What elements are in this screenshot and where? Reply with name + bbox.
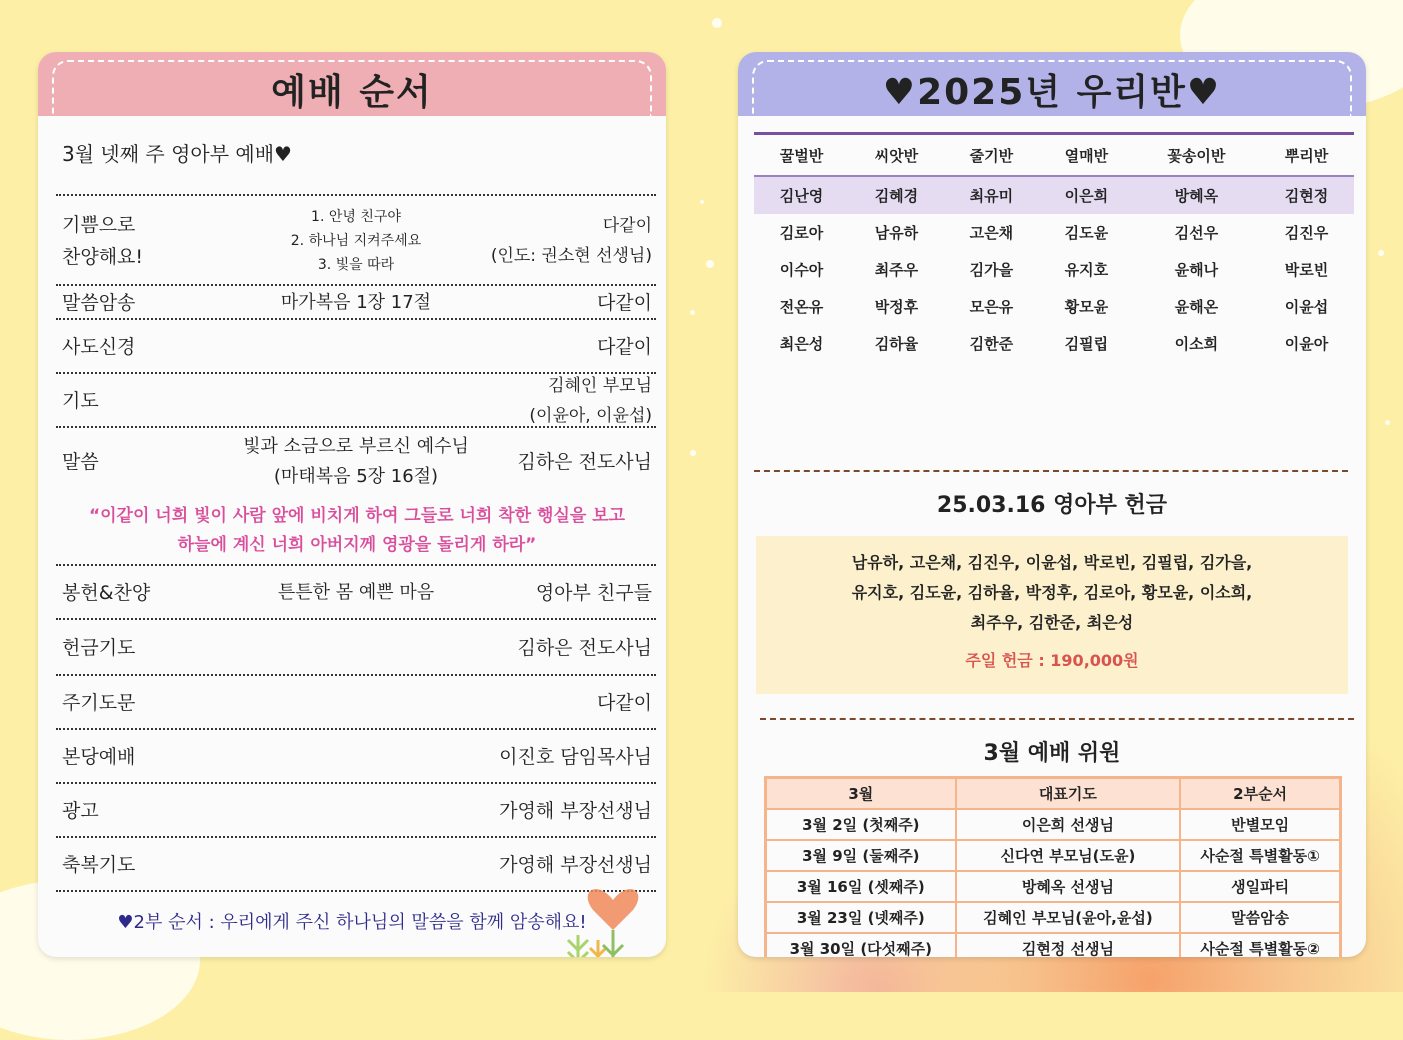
order-content: 마가복음 1장 17절 [280,292,432,313]
offering-names: 남유하, 고은채, 김진우, 이윤섭, 박로빈, 김필립, 김가을, 유지호, 김도윤, 김하율, 박정후, 김로아, 황모윤, 이소희, 최주우, 김한준, 최은성 [851,553,1253,632]
class-member: 김난영 [754,176,849,214]
class-info-panel [738,52,1366,957]
order-content: 빛과 소금으로 부르신 예수님 (마태복음 5장 16절) [243,436,469,487]
duty-table [764,776,1342,957]
duty-cell: 반별모임 [1180,809,1340,840]
order-label: 기도 [62,390,99,412]
worship-order-title: 예배 순서 [271,72,433,113]
sparkle-dot [1378,250,1384,256]
class-header: 꽃송이반 [1134,134,1259,177]
duty-cell: 이은희 선생님 [956,809,1181,840]
class-row [754,325,1354,362]
class-member: 박정후 [874,298,919,316]
class-row [754,176,1354,214]
duty-cell: 3월 2일 (첫째주) [766,809,956,840]
order-row [56,782,656,838]
duty-header: 3월 [766,778,956,810]
duty-cell: 3월 30일 (다섯째주) [766,933,956,957]
sparkle-dot [706,260,714,268]
duty-cell: 방혜옥 선생님 [956,871,1181,902]
class-member: 윤해온 [1174,298,1219,316]
class-row [754,251,1354,288]
order-row [56,426,656,496]
class-header: 뿌리반 [1259,134,1354,177]
order-label: 헌금기도 [62,637,136,659]
order-row [56,372,656,428]
class-member: 방혜옥 [1134,176,1259,214]
class-member: 최유미 [944,176,1039,214]
class-roster-table [754,132,1354,362]
order-row [56,318,656,374]
duty-cell: 3월 9일 (둘째주) [766,840,956,871]
service-subtitle: 3월 넷째 주 영아부 예배♥ [62,142,292,166]
class-member: 이윤아 [1284,335,1329,353]
offering-title: 25.03.16 영아부 헌금 [936,493,1168,518]
duty-cell: 사순절 특별활동② [1180,933,1340,957]
order-row [56,194,656,286]
duty-row [766,809,1341,840]
class-row [754,214,1354,251]
class-member: 김혜경 [849,176,944,214]
order-leader: 다같이 (인도: 권소현 선생님) [490,216,652,266]
order-leader: 김하은 전도사님 [517,637,652,659]
heart-sprout-icon [558,860,666,957]
order-label: 기쁨으로 찬양해요! [62,214,144,268]
class-row [754,288,1354,325]
sparkle-dot [700,200,704,204]
offering-total: 주일 헌금 : 190,000원 [965,651,1139,670]
class-member: 김도윤 [1064,224,1109,242]
order-label: 본당예배 [62,746,136,768]
duty-cell: 3월 16일 (셋째주) [766,871,956,902]
class-member: 최은성 [779,335,824,353]
divider [760,718,1354,720]
class-info-header [738,52,1366,116]
duty-row [766,871,1341,902]
class-member: 황모윤 [1064,298,1109,316]
duty-title: 3월 예배 위원 [983,741,1121,766]
class-member: 김필립 [1064,335,1109,353]
class-header: 열매반 [1039,134,1134,177]
class-member: 김한준 [969,335,1014,353]
duty-cell: 말씀암송 [1180,902,1340,933]
class-header: 꿀벌반 [754,134,849,177]
order-leader: 다같이 [596,692,652,714]
order-leader: 김혜인 부모님 (이윤아, 이윤섭) [529,376,652,426]
class-member: 김선우 [1174,224,1219,242]
order-row [56,564,656,620]
order-content: 1. 안녕 친구야 2. 하나님 지켜주세요 3. 빛을 따라 [290,209,422,273]
duty-cell: 신다연 부모님(도윤) [956,840,1181,871]
order-leader: 가영해 부장선생님 [499,854,652,876]
class-member: 김가을 [969,261,1014,279]
order-leader: 영아부 친구들 [535,582,652,604]
order-row [56,728,656,784]
order-label: 축복기도 [62,854,136,876]
order-row [56,618,656,676]
divider [754,470,1348,472]
class-member: 남유하 [874,224,919,242]
duty-cell: 사순절 특별활동① [1180,840,1340,871]
order-leader: 김하은 전도사님 [517,451,652,473]
order-label: 주기도문 [62,692,136,714]
class-info-title: ♥2025년 우리반♥ [882,72,1222,113]
order-row [56,674,656,730]
duty-row [766,933,1341,957]
class-member: 이소희 [1174,335,1219,353]
class-member: 이수아 [779,261,824,279]
duty-cell: 김혜인 부모님(윤아,윤섭) [956,902,1181,933]
order-leader: 다같이 [596,336,652,358]
class-member: 전온유 [779,298,824,316]
order-leader: 다같이 [596,292,652,314]
order-label: 사도신경 [62,336,136,358]
order-content: 튼튼한 몸 예쁜 마음 [277,582,435,603]
class-member: 박로빈 [1284,261,1329,279]
order-leader: 가영해 부장선생님 [499,800,652,822]
class-member: 김하율 [874,335,919,353]
class-member: 이은희 [1039,176,1134,214]
sparkle-dot [712,18,722,28]
order-label: 광고 [62,800,99,822]
class-header: 씨앗반 [849,134,944,177]
bible-verse: “이같이 너희 빛이 사람 앞에 비치게 하여 그들로 너희 착한 행실을 보고 하늘에 계신 너희 아버지께 영광을 돌리게 하라” [88,506,626,555]
duty-cell: 생일파티 [1180,871,1340,902]
order-leader: 이진호 담임목사님 [499,746,652,768]
class-member: 유지호 [1064,261,1109,279]
second-part-note: ♥2부 순서 : 우리에게 주신 하나님의 말씀을 함께 암송해요! [117,912,587,933]
duty-row [766,840,1341,871]
class-member: 고은채 [969,224,1014,242]
duty-cell: 김현정 선생님 [956,933,1181,957]
offering-box [756,536,1348,694]
duty-header: 대표기도 [956,778,1181,810]
duty-row [766,902,1341,933]
class-member: 김로아 [779,224,824,242]
class-member: 최주우 [874,261,919,279]
worship-order-header [38,52,666,116]
duty-header: 2부순서 [1180,778,1340,810]
order-row [56,284,656,320]
class-member: 김현정 [1259,176,1354,214]
duty-cell: 3월 23일 (넷째주) [766,902,956,933]
order-label: 말씀 [62,451,99,473]
class-member: 이윤섭 [1284,298,1329,316]
worship-order-panel [38,52,666,957]
class-header: 줄기반 [944,134,1039,177]
class-member: 김진우 [1284,224,1329,242]
sparkle-dot [690,310,695,315]
sparkle-dot [690,450,696,456]
class-member: 윤해나 [1174,261,1219,279]
sparkle-dot [1385,420,1390,425]
class-member: 모은유 [969,298,1014,316]
order-label: 말씀암송 [62,292,136,314]
order-label: 봉헌&찬양 [62,582,151,604]
